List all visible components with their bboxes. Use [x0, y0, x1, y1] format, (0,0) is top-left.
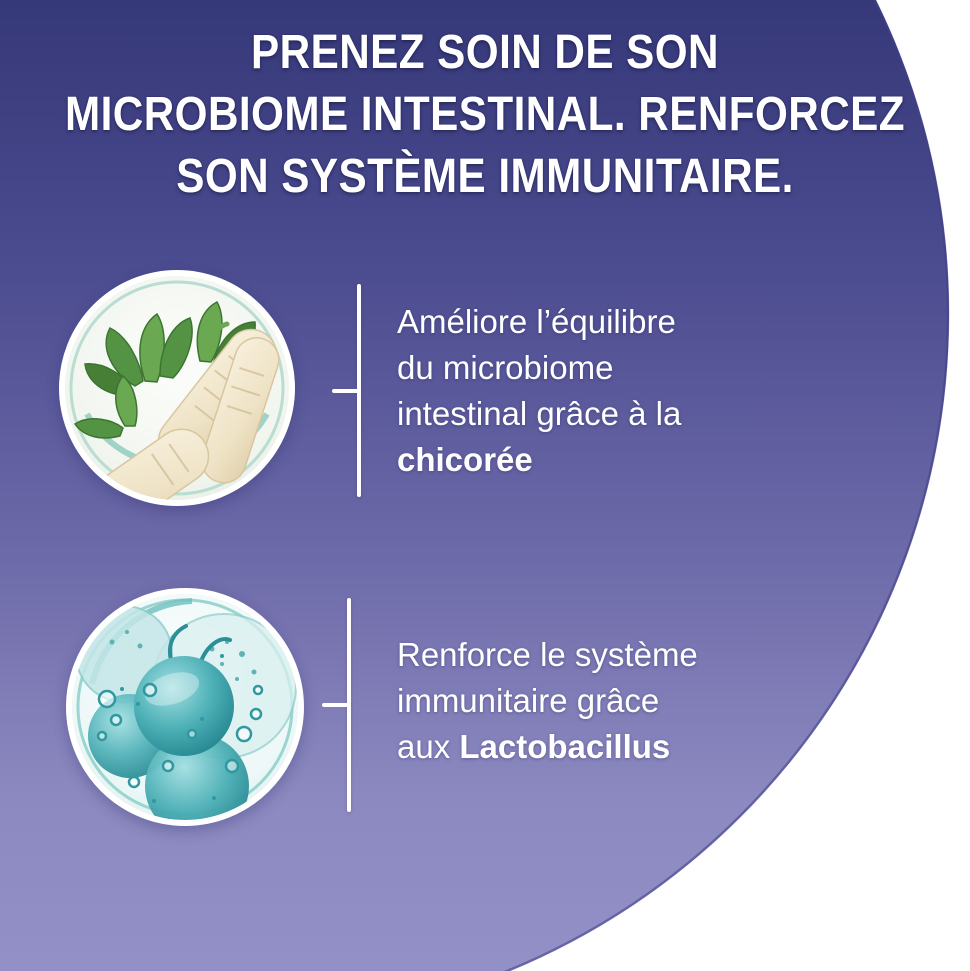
benefit-lactobacillus-text: Renforce le système immunitaire grâce aux Lactobacillus	[397, 636, 698, 765]
headline	[58, 22, 912, 208]
divider-tick	[322, 703, 349, 707]
lactobacillus-bacteria-photo	[66, 588, 304, 826]
chicory-roots-photo	[59, 270, 295, 506]
divider-tick	[332, 389, 359, 393]
benefit-chicoree-text: Améliore l’équilibre du microbiome intestinal grâce à la chicorée	[397, 303, 682, 478]
divider-line	[357, 284, 361, 497]
headline-line-3: SON SYSTÈME IMMUNITAIRE.	[176, 150, 794, 203]
divider-line	[347, 598, 351, 812]
headline-line-2: MICROBIOME INTESTINAL. RENFORCEZ	[64, 88, 906, 141]
lactobacillus-illustration	[72, 594, 298, 820]
chicory-roots-illustration	[65, 276, 289, 500]
headline-line-1: PRENEZ SOIN DE SON	[251, 26, 719, 79]
